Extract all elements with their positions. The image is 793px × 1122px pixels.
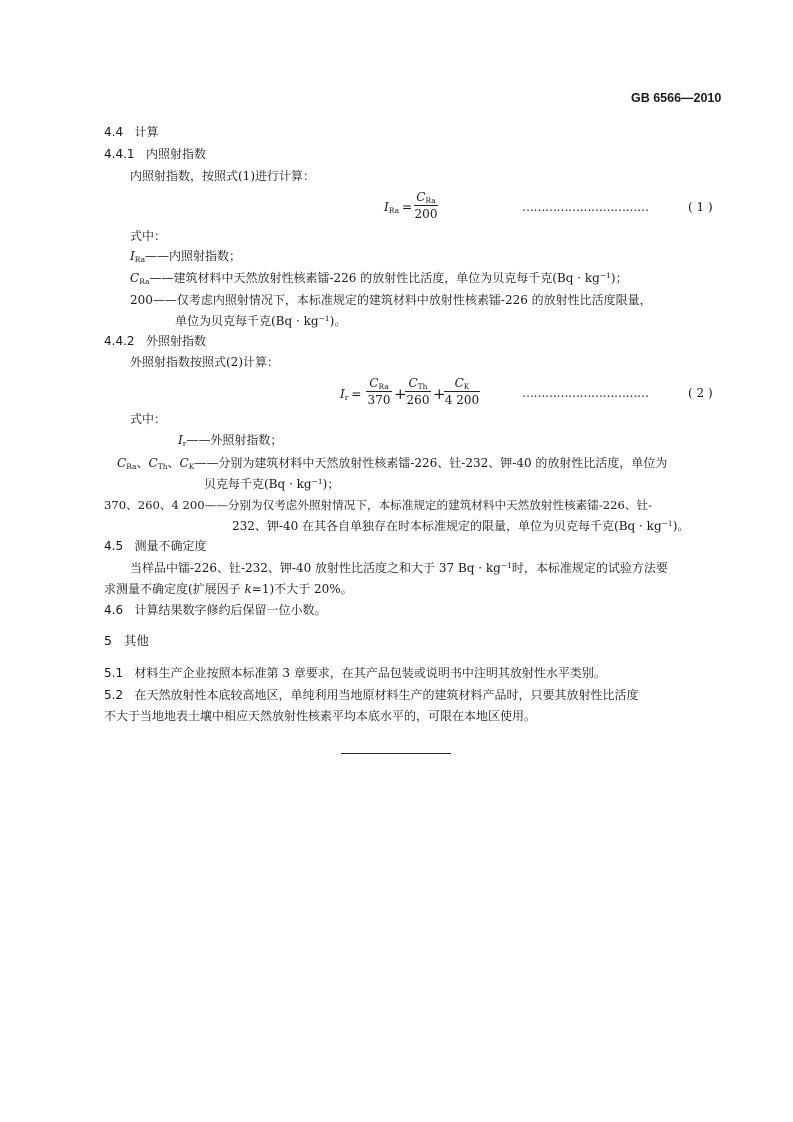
section-5-1 bbox=[104, 665, 606, 681]
definition-item: $I_{Ra}——$内照射指数； bbox=[130, 249, 242, 264]
formula-leader: …………………………… bbox=[522, 386, 649, 400]
section-title: 计算 bbox=[134, 125, 159, 139]
definition-continuation: 贝克每千克$(Bq \cdot kg^{-1})$； bbox=[204, 477, 340, 491]
section-4-4-2 bbox=[104, 333, 206, 349]
section-title: 外照射指数 bbox=[146, 334, 207, 348]
formula-label: ( 1 ) bbox=[688, 200, 713, 214]
section-title: 其他 bbox=[123, 633, 149, 648]
definition-continuation: 单位为贝克每千克$(Bq \cdot kg^{-1})$。 bbox=[175, 314, 347, 328]
definition-item: 370、260、4 200——分别为仅考虑外照射情况下，本标准规定的建筑材料中天然放射性核素镭-226、钍- bbox=[104, 498, 652, 512]
section-text: 在天然放射性本底较高地区，单纯利用当地原材料生产的建筑材料产品时，只要其放射性比活度 bbox=[134, 688, 639, 702]
definition-item: 200——仅考虑内照射情况下，本标准规定的建筑材料中放射性核素镭-226 的放射性比活度限量， bbox=[130, 293, 652, 307]
formula-fraction: $C_{Ra}$ 370 bbox=[367, 376, 391, 407]
formula-lhs: $I_{Ra}$ = bbox=[384, 200, 413, 215]
section-text: 材料生产企业按照本标准第 3 章要求，在其产品包装或说明书中注明其放射性水平类别。 bbox=[134, 666, 606, 680]
formula-label: ( 2 ) bbox=[688, 386, 713, 400]
formula-fraction: $C_{Th}$ 260 bbox=[406, 376, 430, 407]
definition-item: $C_{Ra}——$建筑材料中天然放射性核素镭-226 的放射性比活度，单位为贝克每千克$(Bq \cdot kg^{-1})$； bbox=[130, 271, 628, 286]
section-number: 5.1 bbox=[104, 666, 124, 680]
paragraph: 内照射指数，按照式(1)进行计算： bbox=[130, 169, 315, 183]
paragraph-continuation: 求测量不确定度(扩展因子 k=1)不大于 20%。 bbox=[104, 582, 353, 596]
section-number: 4.6 bbox=[104, 603, 124, 617]
plus-sign: + bbox=[394, 385, 407, 403]
formula-lhs: $I_r$ = bbox=[340, 387, 362, 402]
section-5 bbox=[104, 633, 149, 649]
paragraph: 当样品中镭-226、钍-232、钾-40 放射性比活度之和大于 37 $Bq \cdot kg^{-1}$时，本标准规定的试验方法要 bbox=[130, 561, 668, 575]
end-rule bbox=[341, 753, 451, 754]
definition-continuation: 232、钾-40 在其各自单独存在时本标准规定的限量，单位为贝克每千克$(Bq \cdot kg^{-1})$。 bbox=[232, 519, 690, 533]
section-number: 4.4 bbox=[104, 125, 124, 139]
section-title: 内照射指数 bbox=[146, 147, 207, 161]
definition-item: $C_{Ra}$、$C_{Th}$、$C_K——$分别为建筑材料中天然放射性核素镭-226、钍-232、钾-40 的放射性比活度，单位为 bbox=[117, 456, 668, 471]
formula-fraction: $C_{Ra}$ 200 bbox=[414, 190, 438, 221]
where-label: 式中： bbox=[130, 412, 167, 426]
section-number: 5 bbox=[104, 633, 112, 648]
section-4-6 bbox=[104, 602, 327, 618]
section-4-4-1 bbox=[104, 146, 206, 162]
section-text: 计算结果数字修约后保留一位小数。 bbox=[134, 603, 327, 617]
section-title: 测量不确定度 bbox=[134, 539, 207, 553]
section-number: 5.2 bbox=[104, 688, 124, 702]
section-5-2 bbox=[104, 687, 639, 703]
definition-item: $I_r——$外照射指数； bbox=[178, 433, 283, 448]
paragraph-continuation: 不大于当地地表土壤中相应天然放射性核素平均本底水平的，可限在本地区使用。 bbox=[104, 709, 537, 723]
formula-leader: …………………………… bbox=[522, 200, 649, 214]
plus-sign: + bbox=[433, 385, 446, 403]
section-number: 4.5 bbox=[104, 539, 124, 553]
section-number: 4.4.1 bbox=[104, 147, 135, 161]
standard-code: GB 6566—2010 bbox=[631, 91, 722, 105]
where-label: 式中： bbox=[130, 229, 167, 243]
formula-fraction: $C_K$ 4 200 bbox=[444, 376, 480, 407]
section-4-4 bbox=[104, 124, 159, 140]
section-number: 4.4.2 bbox=[104, 334, 135, 348]
paragraph: 外照射指数按照式(2)计算： bbox=[130, 355, 279, 369]
section-4-5 bbox=[104, 538, 207, 554]
